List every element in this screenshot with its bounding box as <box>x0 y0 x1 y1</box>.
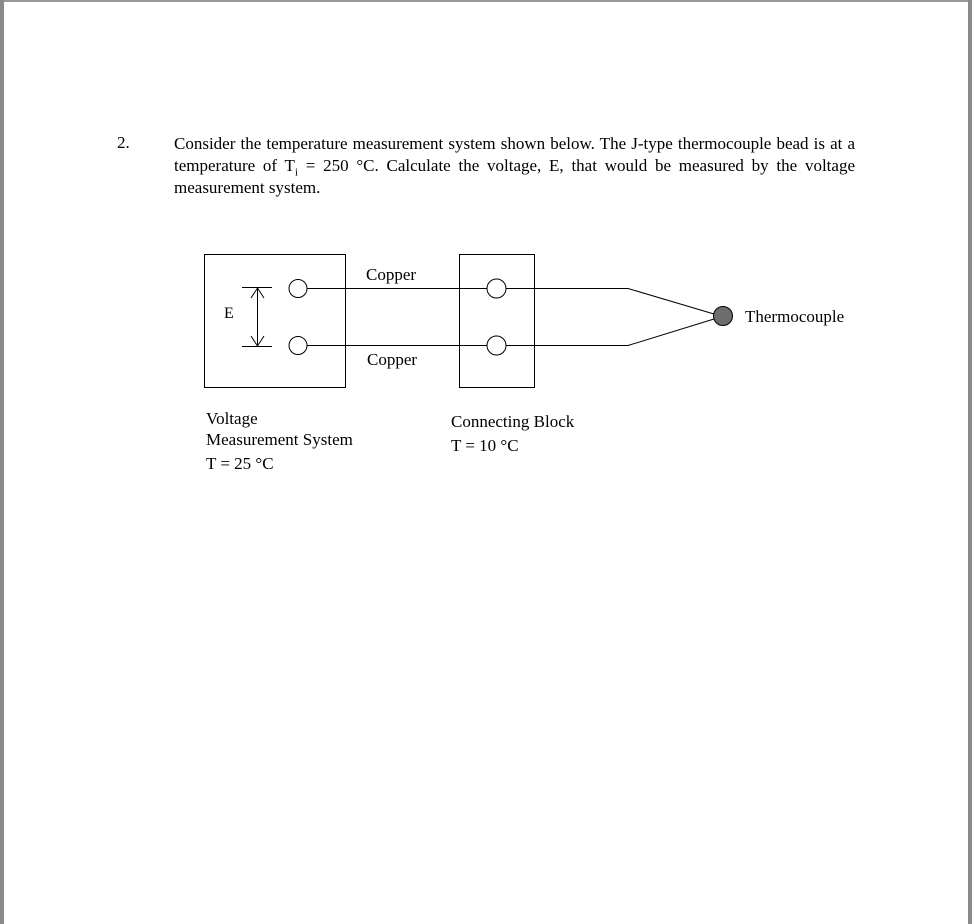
question-text-part2: = 250 °C. Calculate the voltage, E, that would be measured by the voltage measurement system. <box>174 156 855 197</box>
connecting-block-label: Connecting Block <box>451 412 575 431</box>
block-terminal-bottom <box>487 336 506 355</box>
question-text-part1: Consider the temperature measurement system shown below. The J-type thermocouple bead is at a temperature of T <box>174 134 855 175</box>
voltage-system-label-line2: Measurement System <box>206 430 353 449</box>
thermocouple-diagram <box>4 2 968 924</box>
voltage-terminal-top <box>289 280 307 298</box>
viewer-right-edge <box>968 0 972 924</box>
connecting-block-temperature: T = 10 °C <box>451 436 519 455</box>
connecting-block-box <box>460 255 535 388</box>
question-subscript: i <box>294 166 298 179</box>
e-label: E <box>224 305 234 322</box>
thermocouple-label: Thermocouple <box>745 307 845 326</box>
question-number: 2. <box>117 133 130 152</box>
voltage-system-label-line1: Voltage <box>206 409 258 428</box>
wire-bottom-label: Copper <box>367 350 418 369</box>
block-terminal-top <box>487 279 506 298</box>
wire-top-label: Copper <box>366 265 417 284</box>
document-page <box>4 2 968 924</box>
voltage-system-temperature: T = 25 °C <box>206 454 274 473</box>
wire-top-thermocouple-diagonal <box>628 289 714 315</box>
voltage-terminal-bottom <box>289 337 307 355</box>
thermocouple-bead <box>714 307 733 326</box>
wire-bottom-thermocouple-diagonal <box>628 319 714 346</box>
